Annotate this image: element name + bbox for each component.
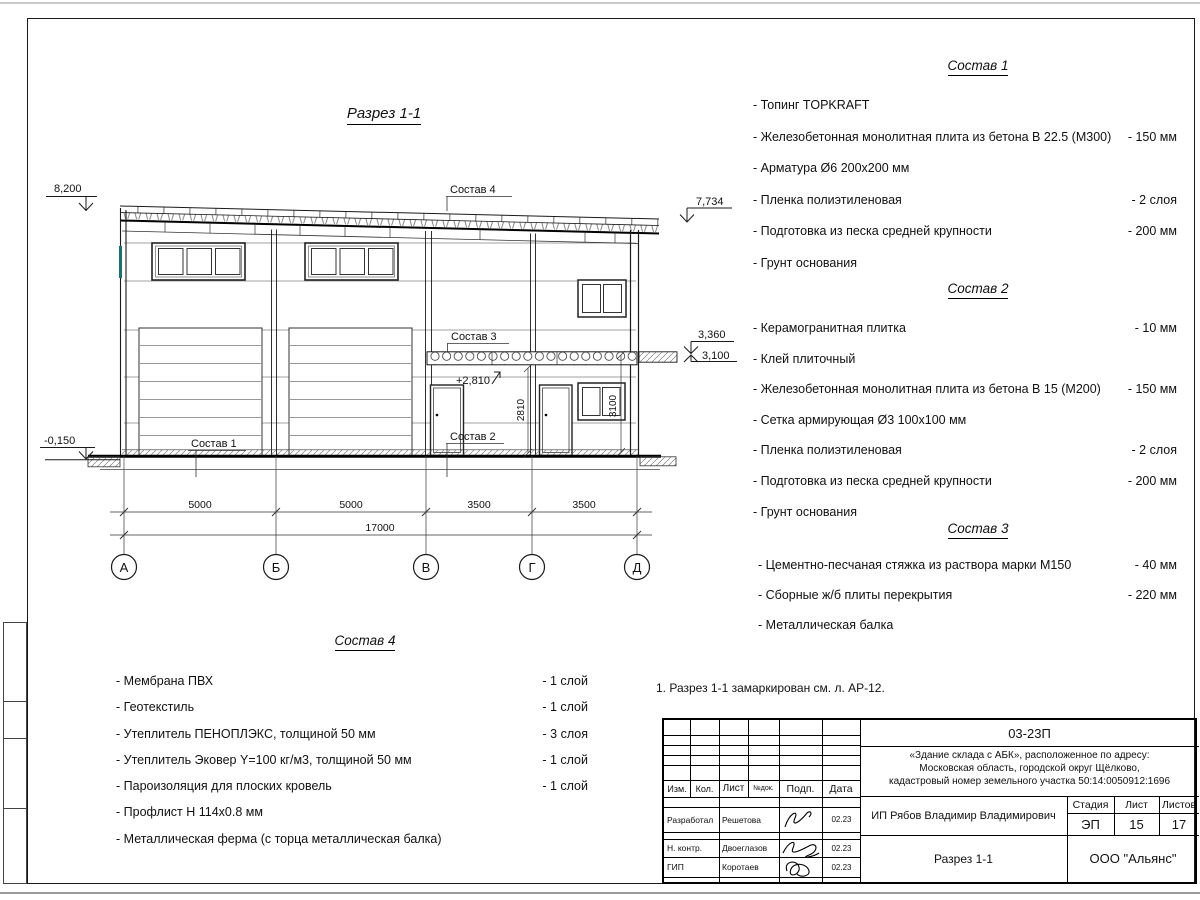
window-3pane-right bbox=[305, 243, 398, 280]
entry-apron-left bbox=[88, 457, 120, 467]
list-item: - Металлическая ферма (с торца металлическая балка) bbox=[116, 831, 442, 846]
list-item: - Сборные ж/б плиты перекрытия - 220 мм bbox=[758, 588, 1177, 602]
elev-3100: 3,100 bbox=[702, 350, 730, 362]
tb-line bbox=[664, 735, 860, 736]
list-item: - Железобетонная монолитная плита из бетона В 15 (М200) - 150 мм bbox=[753, 382, 1177, 397]
tb-line bbox=[664, 765, 860, 766]
tb-project-line3: кадастровый номер земельного участка 50:14:0050912:1696 bbox=[888, 776, 1171, 787]
sheet-note: 1. Разрез 1-1 замаркирован см. л. АР-12. bbox=[656, 681, 885, 695]
section-drawing bbox=[0, 0, 760, 600]
tb-sheet-title: Разрез 1-1 bbox=[934, 851, 993, 866]
elev-8200: 8,200 bbox=[54, 183, 82, 195]
tb-line bbox=[664, 745, 860, 746]
list-item: - Подготовка из песка средней крупности - 200 мм bbox=[753, 473, 1177, 488]
floor-slab bbox=[45, 450, 676, 470]
elev-0150: -0,150 bbox=[44, 435, 76, 447]
window-2pane-upper bbox=[578, 280, 626, 317]
elev-2810: +2,810 bbox=[456, 375, 490, 387]
composition-2-list bbox=[753, 321, 1177, 535]
tb-header-list: Лист bbox=[722, 783, 745, 794]
list-item: - Профлист Н 114х0.8 мм bbox=[116, 805, 263, 820]
tb-role-3: ГИП bbox=[667, 862, 684, 872]
axis-B: Б bbox=[271, 560, 281, 575]
tb-stage-label: Стадия bbox=[1072, 798, 1109, 811]
tb-sheets-label: Листов bbox=[1161, 798, 1197, 811]
list-item: - Грунт основания bbox=[753, 504, 858, 519]
callout-comp4: Состав 4 bbox=[450, 184, 496, 196]
list-item: - Геотекстиль - 1 слой bbox=[116, 700, 588, 715]
tb-project-line1: «Здание склада с АБК», расположенное по адресу: bbox=[909, 750, 1150, 761]
dim-3500-2: 3500 bbox=[572, 499, 596, 511]
tb-role-2: Н. контр. bbox=[667, 843, 703, 853]
composition-4-title: Состав 4 bbox=[129, 633, 601, 648]
axis-A: А bbox=[119, 560, 129, 575]
composition-2-title: Состав 2 bbox=[766, 281, 1190, 296]
composition-4 bbox=[116, 633, 588, 858]
list-item: - Утеплитель ПЕНОПЛЭКС, толщиной 50 мм - 3 слоя bbox=[116, 726, 588, 741]
tb-sheet-label: Лист bbox=[1125, 798, 1148, 811]
tb-line bbox=[664, 832, 860, 833]
callout-comp2: Состав 2 bbox=[450, 431, 496, 443]
signatures bbox=[779, 805, 822, 882]
door-right bbox=[540, 385, 573, 456]
side-stamp-line bbox=[4, 738, 26, 739]
tb-line bbox=[664, 797, 860, 798]
list-item: - Пленка полиэтиленовая - 2 слоя bbox=[753, 192, 1177, 207]
list-item: - Металлическая балка bbox=[758, 618, 894, 632]
sheet-outer-bottom-edge bbox=[0, 892, 1200, 894]
composition-3-list bbox=[753, 558, 1177, 648]
composition-1-title: Состав 1 bbox=[766, 58, 1190, 73]
tb-line bbox=[664, 755, 860, 756]
list-item: - Пароизоляция для плоских кровель - 1 слой bbox=[116, 779, 588, 794]
tb-name-3: Коротаев bbox=[722, 862, 759, 872]
list-item: - Пленка полиэтиленовая - 2 слоя bbox=[753, 443, 1177, 458]
tb-project-line2: Московская область, городской округ Щёлково, bbox=[919, 763, 1140, 774]
list-item: - Керамогранитная плитка - 10 мм bbox=[753, 321, 1177, 335]
tb-doc-number: 03-23П bbox=[1008, 725, 1051, 741]
elev-7734: 7,734 bbox=[696, 196, 724, 208]
list-item: - Клей плиточный bbox=[753, 351, 856, 366]
list-item: - Арматура Ø6 200х200 мм bbox=[753, 161, 910, 175]
tb-date-1: 02.23 bbox=[831, 815, 852, 824]
list-item: - Топинг TOPKRAFT bbox=[753, 98, 870, 112]
composition-3 bbox=[753, 521, 1177, 648]
tb-header-data: Дата bbox=[829, 782, 853, 795]
tb-client: ИП Рябов Владимир Владимирович bbox=[871, 809, 1056, 822]
roof-truss bbox=[120, 206, 659, 244]
wall-panel-accent bbox=[119, 246, 122, 278]
elev-3360: 3,360 bbox=[698, 329, 726, 341]
dim-3500-1: 3500 bbox=[467, 499, 491, 511]
tb-header-kol: Кол. bbox=[695, 783, 714, 794]
dim-5000-2: 5000 bbox=[339, 499, 363, 511]
tb-sheet-value: 15 bbox=[1129, 816, 1144, 832]
list-item: - Утеплитель Эковер Y=100 кг/м3, толщиной 50 мм - 1 слой bbox=[116, 752, 588, 767]
composition-2 bbox=[753, 281, 1177, 535]
axis-G: Г bbox=[528, 560, 536, 575]
window-3pane-left bbox=[152, 243, 245, 280]
tb-name-1: Решетова bbox=[722, 814, 761, 825]
dim-2810: 2810 bbox=[516, 398, 527, 422]
dimension-lines bbox=[110, 470, 652, 554]
callout-comp1: Состав 1 bbox=[191, 438, 237, 450]
side-stamp-line bbox=[4, 808, 26, 809]
composition-1 bbox=[753, 58, 1177, 287]
tb-header-izm: Изм. bbox=[667, 783, 687, 794]
tb-stage-value: ЭП bbox=[1081, 816, 1100, 832]
composition-1-list bbox=[753, 98, 1177, 287]
tb-date-2: 02.23 bbox=[831, 843, 852, 853]
tb-date-3: 02.23 bbox=[831, 862, 852, 872]
axis-bubbles bbox=[112, 555, 650, 580]
tb-name-2: Двоеглазов bbox=[722, 843, 768, 853]
sectional-gate-right bbox=[289, 328, 412, 456]
axis-V: В bbox=[421, 560, 431, 575]
dim-5000-1: 5000 bbox=[188, 499, 212, 511]
callout-comp3: Состав 3 bbox=[451, 331, 497, 343]
composition-4-list bbox=[116, 674, 588, 858]
tb-line bbox=[664, 877, 860, 878]
tb-line bbox=[860, 746, 1199, 747]
sectional-gate-left bbox=[139, 328, 262, 456]
list-item: - Подготовка из песка средней крупности - 200 мм bbox=[753, 224, 1177, 238]
list-item: - Железобетонная монолитная плита из бетона В 22.5 (М300) - 150 мм bbox=[753, 129, 1177, 144]
tb-header-podp: Подп. bbox=[786, 782, 815, 795]
side-stamp bbox=[3, 622, 27, 884]
tb-role-1: Разработал bbox=[667, 814, 714, 825]
axis-D: Д bbox=[632, 560, 642, 575]
mezzanine-slab bbox=[427, 352, 677, 365]
dim-17000: 17000 bbox=[365, 522, 395, 534]
entry-stoop-right bbox=[640, 457, 676, 466]
list-item: - Мембрана ПВХ - 1 слой bbox=[116, 674, 588, 688]
tb-company: ООО "Альянс" bbox=[1089, 851, 1177, 866]
list-item: - Цементно-песчаная стяжка из раствора марки М150 - 40 мм bbox=[758, 558, 1177, 572]
tb-header-doc: №док. bbox=[753, 785, 774, 792]
dim-3100: 3100 bbox=[608, 394, 619, 418]
composition-3-title: Состав 3 bbox=[766, 521, 1190, 536]
title-block bbox=[662, 718, 1197, 884]
list-item: - Грунт основания bbox=[753, 255, 858, 270]
tb-sheets-value: 17 bbox=[1171, 816, 1187, 832]
side-stamp-line bbox=[4, 701, 26, 702]
tb-project bbox=[864, 749, 1195, 788]
section-title: Разрез 1-1 bbox=[336, 105, 432, 122]
list-item: - Сетка армирующая Ø3 100х100 мм bbox=[753, 412, 967, 427]
entrance-canopy bbox=[639, 352, 677, 362]
